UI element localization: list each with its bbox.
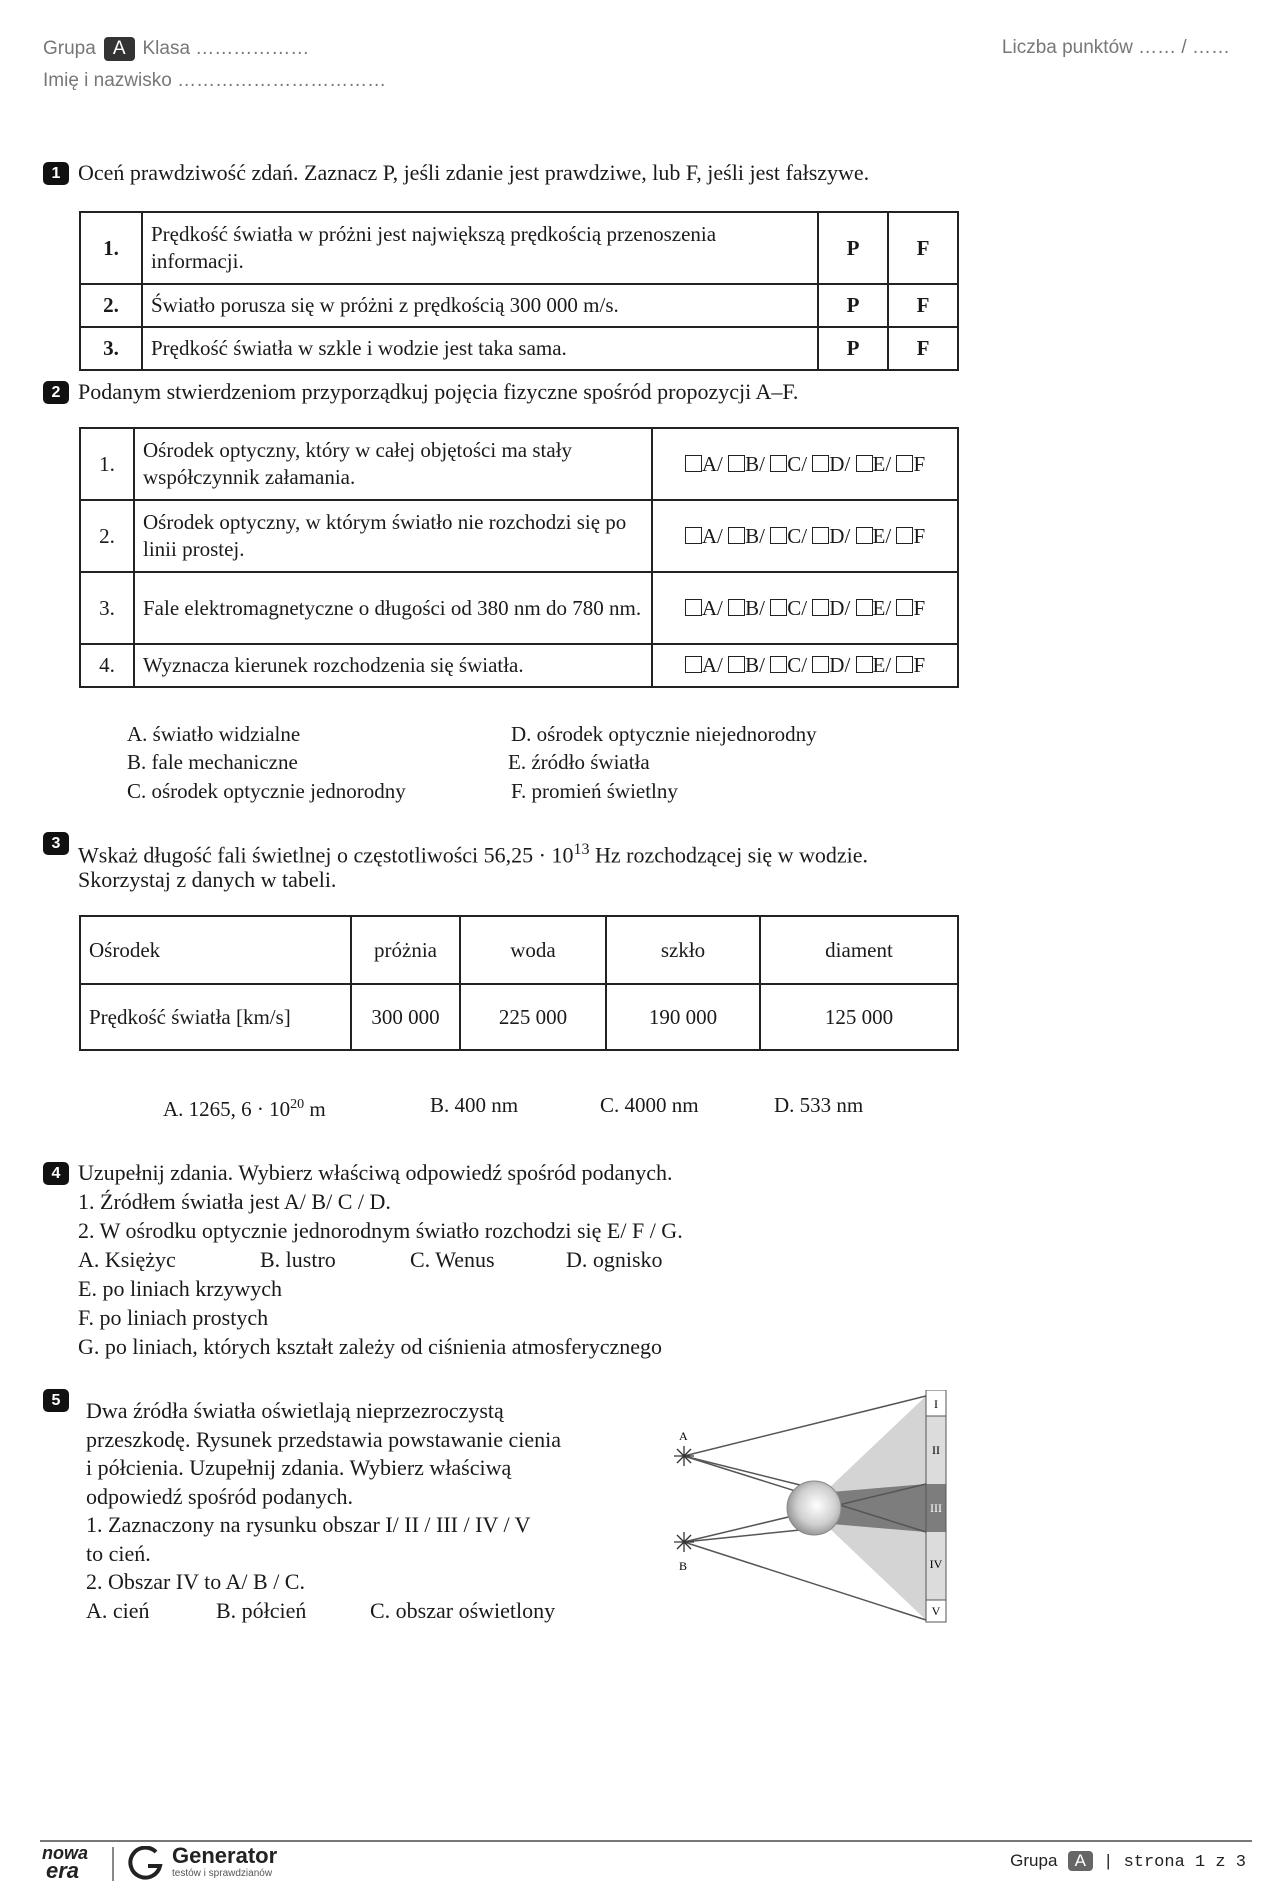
q5-line-5: 1. Zaznaczony na rysunku obszar I/ II / III / IV / V — [86, 1512, 531, 1537]
question-5-number: 5 — [43, 1389, 69, 1412]
statement-text: Ośrodek optyczny, który w całej objętości ma stały współczynnik załamania. — [134, 428, 652, 500]
q2-option-f: F. promień świetlny — [511, 779, 678, 803]
footer-group-badge: A — [1068, 1851, 1093, 1871]
q3-answer-d[interactable]: D. 533 nm — [774, 1093, 864, 1117]
checkbox[interactable] — [728, 656, 745, 673]
statement-text: Prędkość światła w szkle i wodzie jest taka sama. — [142, 327, 818, 370]
region-label-iii: III — [930, 1501, 942, 1515]
false-option[interactable]: F — [888, 284, 958, 327]
q5-line-6: to cień. — [86, 1541, 151, 1566]
generator-logo-icon — [128, 1846, 168, 1882]
obstacle-sphere — [787, 1481, 841, 1535]
statement-text: Światło porusza się w próżni z prędkością 300 000 m/s. — [142, 284, 818, 327]
table-row — [80, 572, 958, 644]
question-1-instruction: Oceń prawdziwość zdań. Zaznacz P, jeśli zdanie jest prawdziwe, lub F, jeśli jest fałszywe. — [78, 160, 870, 185]
column-header: szkło — [606, 916, 760, 984]
checkbox[interactable] — [896, 656, 913, 673]
checkbox[interactable] — [685, 455, 702, 472]
q2-table — [79, 427, 959, 688]
q3-answer-b[interactable]: B. 400 nm — [430, 1093, 519, 1117]
q3-answer-c[interactable]: C. 4000 nm — [600, 1093, 699, 1117]
source-b-star-icon — [674, 1532, 694, 1552]
table-cell: 225 000 — [460, 984, 606, 1050]
nowa-era-logo: nowa era — [42, 1843, 89, 1883]
q4-choice-g[interactable]: G. po liniach, których kształt zależy od ciśnienia atmosferycznego — [78, 1334, 663, 1359]
question-1-number: 1 — [43, 162, 69, 185]
row-number: 3. — [80, 327, 142, 370]
class-field[interactable]: Klasa ……………… — [142, 38, 310, 59]
q4-choice-b[interactable]: B. lustro — [260, 1247, 336, 1272]
checkbox[interactable] — [812, 455, 829, 472]
q5-choice-b[interactable]: B. półcień — [216, 1598, 307, 1623]
q4-choice-d[interactable]: D. ognisko — [566, 1247, 663, 1272]
checkbox[interactable] — [812, 599, 829, 616]
table-cell: 300 000 — [351, 984, 460, 1050]
checkbox[interactable] — [896, 527, 913, 544]
q5-line-1: Dwa źródła światła oświetlają nieprzezroczystą — [86, 1398, 504, 1423]
true-option[interactable]: P — [818, 327, 888, 370]
q5-line-7: 2. Obszar IV to A/ B / C. — [86, 1569, 305, 1594]
q5-line-2: przeszkodę. Rysunek przedstawia powstawanie cienia — [86, 1427, 561, 1452]
column-header: woda — [460, 916, 606, 984]
checkbox[interactable] — [856, 455, 873, 472]
checkbox[interactable] — [685, 527, 702, 544]
row-number: 2. — [80, 284, 142, 327]
row-number: 1. — [80, 428, 134, 500]
checkbox[interactable] — [685, 599, 702, 616]
question-3-instruction: Wskaż długość fali świetlnej o częstotliwości $56,25 \cdot 10^{13}$ Hz rozchodzącej się w wodzie. — [78, 841, 869, 868]
q5-line-4: odpowiedź spośród podanych. — [86, 1484, 354, 1509]
region-label-v: V — [931, 1604, 941, 1618]
question-4-sentence-2: 2. W ośrodku optycznie jednorodnym światło rozchodzi się E/ F / G. — [78, 1218, 683, 1243]
checkbox[interactable] — [770, 455, 787, 472]
checkbox[interactable] — [812, 656, 829, 673]
statement-text: Ośrodek optyczny, w którym światło nie rozchodzi się po linii prostej. — [134, 500, 652, 572]
ray-line — [684, 1456, 800, 1485]
checkbox[interactable] — [770, 599, 787, 616]
table-row — [80, 428, 958, 500]
checkbox[interactable] — [856, 599, 873, 616]
q2-option-c: C. ośrodek optycznie jednorodny — [127, 779, 406, 803]
q5-choice-a[interactable]: A. cień — [86, 1598, 150, 1623]
choice-boxes[interactable]: A/ B/ C/ D/ E/ F — [652, 644, 958, 687]
table-header-row — [80, 916, 958, 984]
statement-text: Wyznacza kierunek rozchodzenia się światła. — [134, 644, 652, 687]
region-label-ii: II — [932, 1443, 940, 1457]
checkbox[interactable] — [770, 527, 787, 544]
checkbox[interactable] — [896, 455, 913, 472]
checkbox[interactable] — [896, 599, 913, 616]
table-row — [80, 984, 958, 1050]
question-2-number: 2 — [43, 381, 69, 404]
q2-option-e: E. źródło światła — [508, 750, 650, 774]
choice-boxes[interactable]: A/ B/ C/ D/ E/ F — [652, 500, 958, 572]
logo-separator — [112, 1847, 114, 1881]
q4-choice-c[interactable]: C. Wenus — [410, 1247, 495, 1272]
question-2-instruction: Podanym stwierdzeniom przyporządkuj pojęcia fizyczne spośród propozycji A–F. — [78, 379, 799, 404]
region-label-i: I — [934, 1397, 938, 1411]
q3-answer-a[interactable]: A. 1265, $6 \cdot 10^{20}$ m — [163, 1097, 326, 1121]
points-field[interactable]: Liczba punktów …… / …… — [1001, 37, 1230, 58]
region-label-iv: IV — [929, 1557, 943, 1571]
checkbox[interactable] — [728, 599, 745, 616]
page-footer-info: Grupa A | strona 1 z 3 — [1010, 1851, 1246, 1872]
q1-table — [79, 211, 959, 371]
table-cell: 190 000 — [606, 984, 760, 1050]
column-header: próżnia — [351, 916, 460, 984]
table-row — [80, 500, 958, 572]
false-option[interactable]: F — [888, 212, 958, 284]
question-4-sentence-1: 1. Źródłem światła jest A/ B/ C / D. — [78, 1189, 391, 1214]
q4-choice-a[interactable]: A. Księżyc — [78, 1247, 176, 1272]
table-row — [80, 327, 958, 370]
q4-choice-e[interactable]: E. po liniach krzywych — [78, 1276, 283, 1301]
question-3-instruction-line2: Skorzystaj z danych w tabeli. — [78, 867, 337, 892]
statement-text: Prędkość światła w próżni jest największą prędkością przenoszenia informacji. — [142, 212, 818, 284]
source-b-label: B — [679, 1559, 688, 1573]
row-label: Prędkość światła [km/s] — [80, 984, 351, 1050]
checkbox[interactable] — [685, 656, 702, 673]
q2-option-a: A. światło widzialne — [127, 722, 301, 746]
true-option[interactable]: P — [818, 212, 888, 284]
q3-speed-table — [79, 915, 959, 1051]
checkbox[interactable] — [728, 455, 745, 472]
q2-option-d: D. ośrodek optycznie niejednorodny — [511, 722, 817, 746]
shadow-penumbra-figure — [660, 1390, 960, 1630]
generator-brand: Generator testów i sprawdzianów — [172, 1843, 278, 1879]
choice-boxes[interactable]: A/ B/ C/ D/ E/ F — [652, 428, 958, 500]
source-a-star-icon — [674, 1446, 694, 1466]
true-option[interactable]: P — [818, 284, 888, 327]
q5-line-3: i półcienia. Uzupełnij zdania. Wybierz właściwą — [86, 1455, 512, 1480]
page-number: | strona 1 z 3 — [1103, 1853, 1246, 1872]
row-number: 1. — [80, 212, 142, 284]
choice-boxes[interactable]: A/ B/ C/ D/ E/ F — [652, 572, 958, 644]
source-a-label: A — [679, 1429, 688, 1443]
row-number: 3. — [80, 572, 134, 644]
false-option[interactable]: F — [888, 327, 958, 370]
column-header: Ośrodek — [80, 916, 351, 984]
row-number: 4. — [80, 644, 134, 687]
checkbox[interactable] — [856, 527, 873, 544]
checkbox[interactable] — [728, 527, 745, 544]
column-header: diament — [760, 916, 958, 984]
name-field[interactable]: Imię i nazwisko …………………………… — [43, 70, 387, 91]
q2-option-b: B. fale mechaniczne — [127, 750, 298, 774]
checkbox[interactable] — [770, 656, 787, 673]
question-3-number: 3 — [43, 832, 69, 855]
group-class-line — [43, 37, 309, 61]
row-number: 2. — [80, 500, 134, 572]
table-row — [80, 212, 958, 284]
question-4-number: 4 — [43, 1162, 69, 1185]
statement-text: Fale elektromagnetyczne o długości od 380 nm do 780 nm. — [134, 572, 652, 644]
table-row — [80, 284, 958, 327]
table-cell: 125 000 — [760, 984, 958, 1050]
checkbox[interactable] — [812, 527, 829, 544]
ray-line — [684, 1530, 800, 1542]
q4-choice-f[interactable]: F. po liniach prostych — [78, 1305, 269, 1330]
group-label: Grupa — [43, 38, 96, 59]
question-4-instruction: Uzupełnij zdania. Wybierz właściwą odpowiedź spośród podanych. — [78, 1160, 673, 1185]
table-row — [80, 644, 958, 687]
group-badge: A — [104, 37, 135, 61]
footer-divider — [40, 1840, 1252, 1842]
q5-choice-c[interactable]: C. obszar oświetlony — [370, 1598, 556, 1623]
checkbox[interactable] — [856, 656, 873, 673]
